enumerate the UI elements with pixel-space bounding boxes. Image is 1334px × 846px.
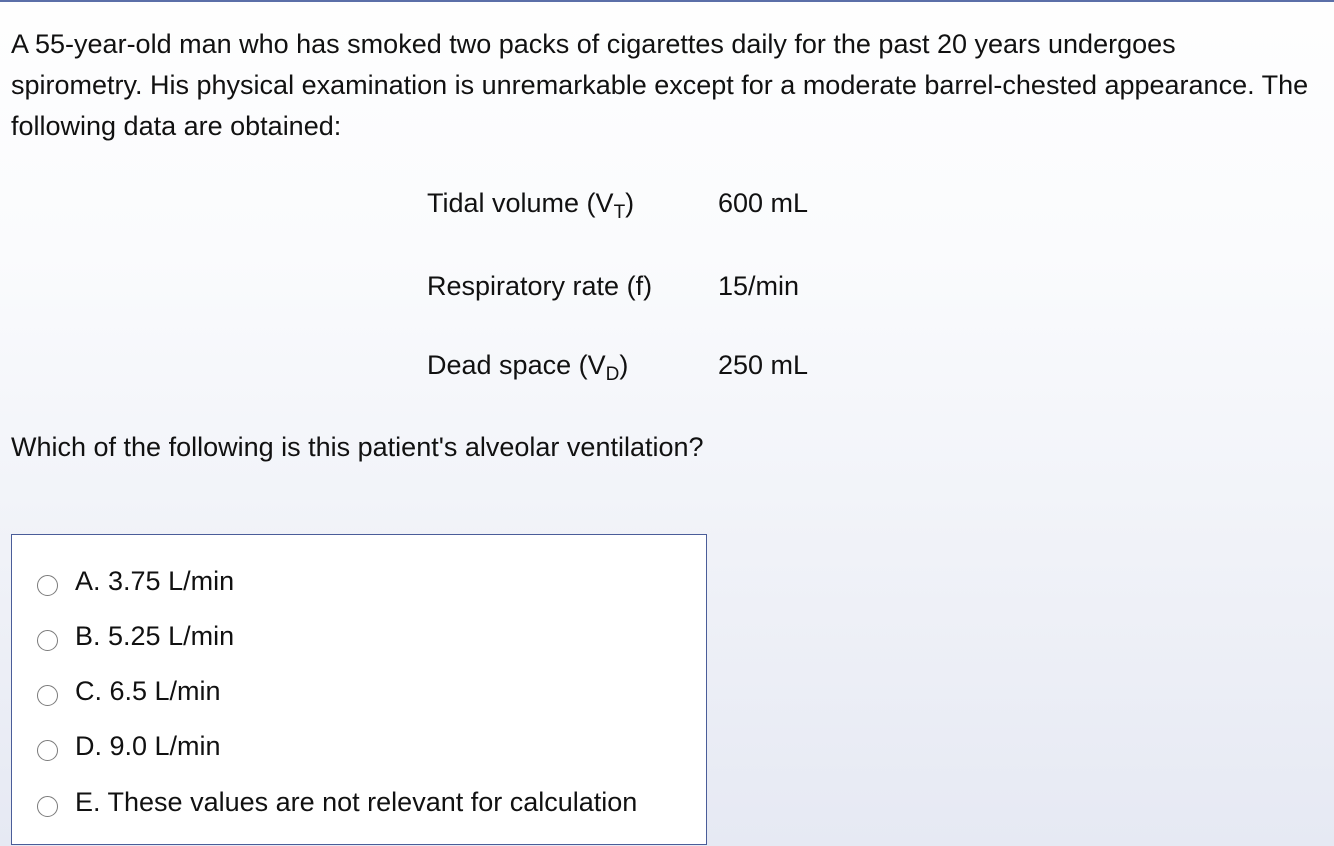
data-value: 600 mL: [718, 188, 809, 218]
top-divider: [0, 0, 1334, 2]
data-value: 250 mL: [718, 350, 809, 380]
answer-options: [11, 534, 707, 845]
option-d[interactable]: [37, 729, 221, 763]
option-label[interactable]: C. 6.5 L/min: [75, 676, 221, 706]
data-label: Tidal volume $(V_T)$: [427, 188, 635, 223]
option-a[interactable]: [37, 564, 234, 598]
question-stem: A 55-year-old man who has smoked two packs of cigarettes daily for the past 20 years undergoes spirometry. His physical examination is unremarkable except for a moderate barrel-chested appearance. The following data are obtained:: [11, 29, 1309, 141]
option-label[interactable]: E. These values are not relevant for calculation: [75, 787, 638, 817]
radio-button[interactable]: [37, 740, 58, 761]
option-e[interactable]: [37, 785, 637, 819]
data-label: Respiratory rate (f): [427, 271, 653, 301]
option-c[interactable]: [37, 674, 221, 708]
option-label[interactable]: A. 3.75 L/min: [75, 566, 235, 596]
question-prompt: Which of the following is this patient's alveolar ventilation?: [11, 432, 704, 462]
option-b[interactable]: [37, 619, 234, 653]
data-value: 15/min: [718, 271, 800, 301]
radio-button[interactable]: [37, 575, 58, 596]
data-label: Dead space $(V_D)$: [427, 350, 629, 385]
option-label[interactable]: B. 5.25 L/min: [75, 621, 235, 651]
radio-button[interactable]: [37, 630, 58, 651]
radio-button[interactable]: [37, 796, 58, 817]
option-label[interactable]: D. 9.0 L/min: [75, 731, 221, 761]
radio-button[interactable]: [37, 685, 58, 706]
